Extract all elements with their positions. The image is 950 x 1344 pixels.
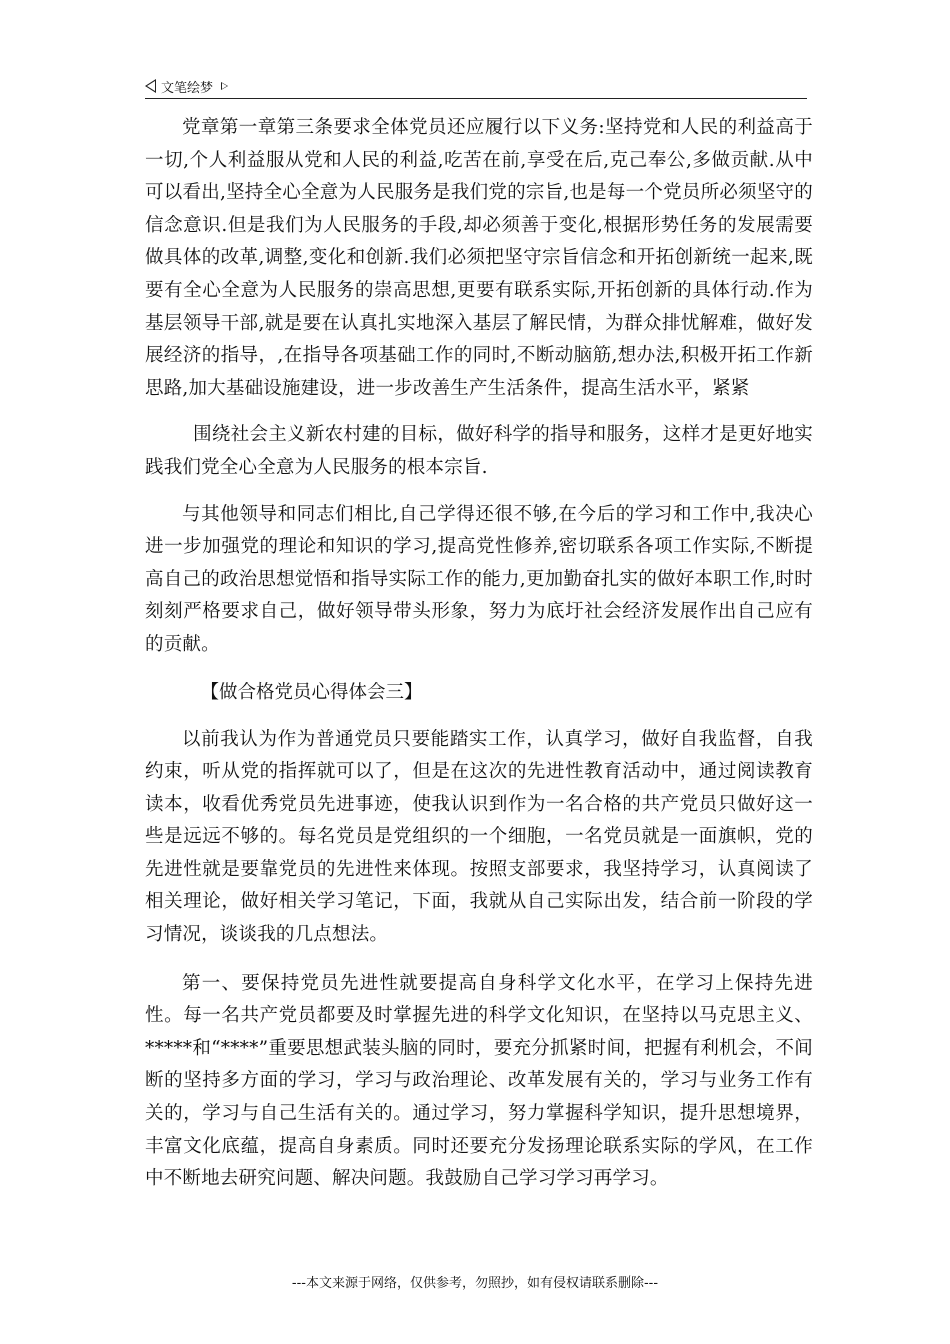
triangle-right-icon [221, 82, 228, 90]
footer-notice: ---本文来源于网络，仅供参考，勿照抄，如有侵权请联系删除--- [291, 1276, 659, 1291]
section-heading: 【做合格党员心得体会三】 [200, 681, 423, 703]
paragraph: 围绕社会主义新农村建的目标，做好科学的指导和服务，这样才是更好地实践我们党全心全意为人民服务的根本宗旨. [145, 424, 813, 478]
triangle-left-icon [145, 79, 156, 93]
paragraph: 第一、要保持党员先进性就要提高自身科学文化水平，在学习上保持先进性。每一名共产党员都要及时掌握先进的科学文化知识，在坚持以马克思主义、*****和“****”重要思想武装头脑的同时，要充分抓紧时间，把握有利机会，不间断的坚持多方面的学习，学习与政治理论、改革发展有关的，学习与业务工作有关的，学习与自己生活有关的。通过学习，努力掌握科学知识，提升思想境界，丰富文化底蕴，提高自身素质。同时还要充分发扬理论联系实际的学风，在工作中不断地去研究问题、解决问题。我鼓励自己学习学习再学习。 [145, 972, 813, 1190]
paragraph: 党章第一章第三条要求全体党员还应履行以下义务:坚持党和人民的利益高于一切,个人利益服从党和人民的利益,吃苦在前,享受在后,克己奉公,多做贡献.从中可以看出,坚持全心全意为人民服务是我们党的宗旨,也是每一个党员所必须坚守的信念意识.但是我们为人民服务的手段,却必须善于变化,根据形势任务的发展需要做具体的改革,调整,变化和创新.我们必须把坚守宗旨信念和开拓创新统一起来,既要有全心全意为人民服务的崇高思想,更要有联系实际,开拓创新的具体行动.作为基层领导干部,就是要在认真扎实地深入基层了解民情，为群众排忧解难，做好发展经济的指导，,在指导各项基础工作的同时,不断动脑筋,想办法,积极开拓工作新思路,加大基础设施建设，进一步改善生产生活条件，提高生活水平，紧紧 [145, 117, 813, 399]
paragraph: 以前我认为作为普通党员只要能踏实工作，认真学习，做好自我监督，自我约束，听从党的指挥就可以了，但是在这次的先进性教育活动中，通过阅读教育读本，收看优秀党员先进事迹，使我认识到作为一名合格的共产党员只做好这一些是远远不够的。每名党员是党组织的一个细胞，一名党员就是一面旗帜，党的先进性就是要靠党员的先进性来体现。按照支部要求，我坚持学习，认真阅读了相关理论，做好相关学习笔记，下面，我就从自己实际出发，结合前一阶段的学习情况，谈谈我的几点想法。 [145, 728, 813, 946]
page-header [145, 74, 807, 99]
paragraph: 与其他领导和同志们相比,自己学得还很不够,在今后的学习和工作中,我决心进一步加强党的理论和知识的学习,提高党性修养,密切联系各项工作实际,不断提高自己的政治思想觉悟和指导实际工作的能力,更加勤奋扎实的做好本职工作,时时刻刻严格要求自己，做好领导带头形象，努力为底圩社会经济发展作出自己应有的贡献。 [145, 503, 813, 655]
document-body [145, 112, 813, 1212]
header-title: 文笔绘梦 [161, 80, 214, 96]
